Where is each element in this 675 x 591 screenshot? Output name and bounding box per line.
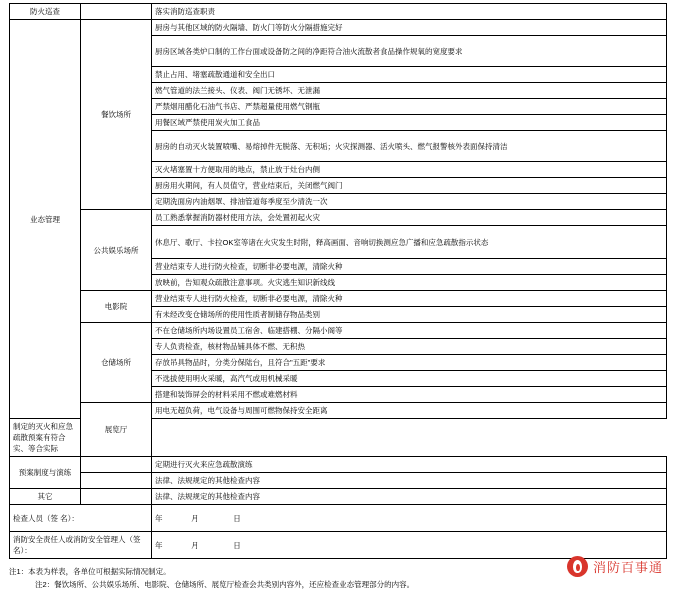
item-cell: 用电无超负荷，电气设备与周围可燃物保持安全距离 bbox=[152, 403, 667, 419]
document-page bbox=[0, 3, 675, 587]
category-cell: 其它 bbox=[10, 489, 81, 505]
inspection-table bbox=[9, 3, 667, 559]
table-row bbox=[10, 457, 667, 473]
item-cell: 厨房的自动灭火装置喷嘴、易熔掉件无脱落、无积垢；火灾探测器、活火喷头、燃气报警核外表面保持清洁 bbox=[152, 131, 667, 162]
table-row bbox=[10, 403, 667, 419]
watermark bbox=[567, 556, 663, 577]
table-row bbox=[10, 489, 667, 505]
item-cell: 定期进行灭火来应急疏散演练 bbox=[152, 457, 667, 473]
item-cell: 不选拔使用明火采暖，高汽气或用机械采暖 bbox=[152, 371, 667, 387]
item-cell: 用餐区域严禁使用炭火加工食品 bbox=[152, 115, 667, 131]
subcategory-cell: 公共娱乐场所 bbox=[81, 210, 152, 291]
item-cell: 搭建和装饰屏会的材料采用不燃或难燃材料 bbox=[152, 387, 667, 403]
note-2: 注2：餐饮场所、公共娱乐场所、电影院、仓储场所、展览厅检查会共类别内容外，还应检查业态管理部分的内容。 bbox=[35, 580, 415, 589]
date-month-label: 月 bbox=[191, 513, 199, 523]
category-cell: 预案制度与演练 bbox=[10, 457, 81, 489]
table-row bbox=[10, 4, 667, 20]
table-row bbox=[10, 20, 667, 36]
item-cell: 禁止占用、堵塞疏散通道和安全出口 bbox=[152, 67, 667, 83]
table-row bbox=[10, 473, 667, 489]
date-year-label: 年 bbox=[155, 540, 163, 550]
item-cell: 厨房区域各类炉口制的工作台面或设备防之间的净距符合油火流散者食品操作规氧的宽度要求 bbox=[152, 36, 667, 67]
item-cell: 放映前，告知观众疏散注意事项。火灾逃生知识新线线 bbox=[152, 275, 667, 291]
date-day-label: 日 bbox=[233, 540, 241, 550]
item-cell: 有未经改变仓储场所的使用性质者制储存物品类别 bbox=[152, 307, 667, 323]
table-row bbox=[10, 210, 667, 226]
manager-date bbox=[152, 532, 667, 559]
item-cell: 严禁烟用醋化石油气书店、严禁超量使用燃气钢瓶 bbox=[152, 99, 667, 115]
item-cell: 法律、法规规定的其他检查内容 bbox=[152, 489, 667, 505]
signature-row-manager bbox=[10, 532, 667, 559]
subcategory-cell: 电影院 bbox=[81, 291, 152, 323]
item-cell: 营业结束专人进行防火检查，切断非必要电源，清除火种 bbox=[152, 259, 667, 275]
item-cell: 燃气管道的法兰接头、仪表、阀门无锈坏、无泄漏 bbox=[152, 83, 667, 99]
table-row bbox=[10, 291, 667, 307]
item-cell: 制定的灭火和应急疏散预案有符合实、等合实际 bbox=[10, 419, 81, 457]
subcategory-cell: 餐饮场所 bbox=[81, 20, 152, 210]
date-day-label: 日 bbox=[233, 513, 241, 523]
table-row bbox=[10, 323, 667, 339]
item-cell: 灭火堵塞置十方便取用的地点，禁止放于灶台内侧 bbox=[152, 162, 667, 178]
watermark-text: 消防百事通 bbox=[592, 561, 663, 576]
category-cell: 防火巡查 bbox=[10, 4, 81, 20]
item-cell: 休息厅、歌厅、卡拉OK室等诸在火灾发生时附，释高画面、音响切换测应急广播和应急疏散指示状态 bbox=[152, 226, 667, 259]
subcategory-cell-empty bbox=[81, 489, 152, 505]
item-cell: 厨房与其他区域的防火隔墙、防火门等防火分隔措施完好 bbox=[152, 20, 667, 36]
item-cell: 落实消防巡查职责 bbox=[152, 4, 667, 20]
manager-signature-label: 消防安全责任人或消防安全管理人（签 名）： bbox=[10, 532, 152, 559]
date-month-label: 月 bbox=[191, 540, 199, 550]
table-body bbox=[10, 4, 667, 559]
inspector-date bbox=[152, 505, 667, 532]
item-cell: 专人负责检查，核材物品铺具体不燃、无积热 bbox=[152, 339, 667, 355]
subcategory-cell-empty bbox=[81, 457, 152, 473]
subcategory-cell-empty bbox=[81, 473, 152, 489]
subcategory-cell-empty bbox=[81, 4, 152, 20]
item-cell: 营业结束专人进行防火检查，切断非必要电源，清除火种 bbox=[152, 291, 667, 307]
note-1: 注1：本表为样表，各单位可根据实际情况制定。 bbox=[9, 567, 171, 576]
date-year-label: 年 bbox=[155, 513, 163, 523]
inspector-signature-label: 检查人员（签 名）： bbox=[10, 505, 152, 532]
item-cell: 员工熟悉掌握消防器材使用方法，会处置初起火灾 bbox=[152, 210, 667, 226]
item-cell: 法律、法规规定的其他检查内容 bbox=[152, 473, 667, 489]
subcategory-cell: 展览厅 bbox=[81, 403, 152, 457]
flame-icon bbox=[567, 556, 588, 577]
item-cell: 不在仓储场所内场设置员工宿舍、临建搭棚、分隔小阁等 bbox=[152, 323, 667, 339]
item-cell: 存放吊具物品时，分类分保陆台，且符合"五距"要求 bbox=[152, 355, 667, 371]
subcategory-cell: 仓储场所 bbox=[81, 323, 152, 403]
item-cell: 定期洗面房内油烟罩、排油管道每季度至少清洗一次 bbox=[152, 194, 667, 210]
signature-row-inspector bbox=[10, 505, 667, 532]
item-cell: 厨房用火期间，有人员值守，营业结束后，关闭燃气阀门 bbox=[152, 178, 667, 194]
category-cell: 业态管理 bbox=[10, 20, 81, 419]
